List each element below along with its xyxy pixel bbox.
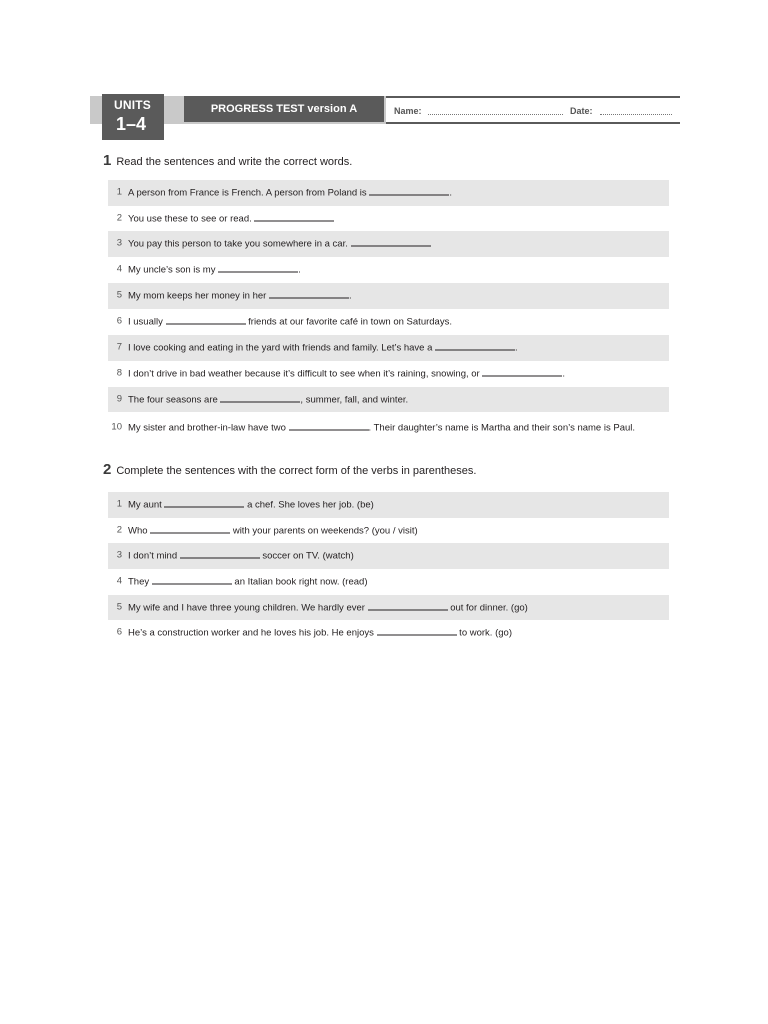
item-number: 4 — [116, 263, 122, 275]
item-sentence — [128, 237, 645, 252]
item-number: 7 — [116, 341, 122, 353]
answer-blank[interactable] — [289, 421, 369, 431]
name-date-box — [386, 96, 680, 124]
item-number: 2 — [116, 212, 122, 223]
exercise-item — [108, 257, 669, 283]
item-sentence — [128, 289, 645, 304]
exercise-item-content — [108, 523, 669, 538]
exercise-item — [108, 595, 669, 620]
section-2-title — [103, 461, 476, 478]
item-sentence — [128, 626, 645, 641]
item-number: 9 — [116, 393, 122, 404]
sentence-part: . Their daughter’s name is Martha and their son’s name is Paul. — [368, 422, 636, 434]
units-box — [102, 94, 164, 140]
date-field[interactable] — [600, 114, 672, 115]
sentence-part: . — [449, 187, 452, 199]
exercise-item-content — [108, 315, 669, 330]
sentence-part: I usually — [128, 316, 166, 328]
item-sentence — [128, 392, 645, 407]
sentence-part: . — [298, 264, 301, 276]
exercise-item-content — [108, 549, 669, 564]
item-sentence — [128, 186, 645, 201]
section-1-number: 1 — [103, 152, 112, 169]
sentence-part: You pay this person to take you somewhere in a car. — [128, 238, 351, 250]
exercise-item-content — [108, 341, 669, 356]
item-number: 10 — [111, 421, 122, 433]
sentence-part: to work. (go) — [456, 627, 512, 639]
sentence-part: You use these to see or read. — [128, 213, 255, 224]
sentence-part: a chef. She loves her job. (be) — [244, 499, 374, 511]
sentence-part: I love cooking and eating in the yard with friends and family. Let’s have a — [128, 342, 435, 354]
item-number: 5 — [116, 289, 122, 301]
sentence-part: an Italian book right now. (read) — [231, 576, 368, 588]
item-sentence — [128, 575, 645, 590]
item-number: 3 — [116, 237, 122, 249]
exercise-item-content — [108, 626, 669, 641]
item-sentence — [128, 523, 645, 538]
sentence-part: He’s a construction worker and he loves his job. He enjoys — [128, 627, 377, 639]
sentence-part: . — [515, 342, 518, 354]
exercise-item-content — [108, 392, 669, 407]
sentence-part: friends at our favorite café in town on Saturdays. — [245, 316, 452, 328]
exercise-item — [108, 309, 669, 335]
item-sentence — [128, 211, 645, 226]
item-sentence — [128, 549, 645, 564]
exercise-item-content — [108, 211, 669, 226]
exercise-item — [108, 206, 669, 231]
section-2-instruction: Complete the sentences with the correct form of the verbs in parentheses. — [116, 465, 477, 477]
answer-blank[interactable] — [351, 237, 431, 247]
answer-blank[interactable] — [435, 341, 515, 351]
name-label: Name: — [394, 106, 422, 116]
item-sentence — [128, 367, 645, 382]
exercise-item-content — [108, 421, 669, 436]
exercise-item — [108, 283, 669, 309]
sentence-part: . — [348, 290, 352, 302]
sentence-part: They — [128, 576, 152, 588]
exercise-item-content — [108, 575, 669, 590]
exercise-item-content — [108, 263, 669, 278]
sentence-part: My wife and I have three young children. We hardly ever — [128, 602, 368, 613]
section-2-number: 2 — [103, 461, 112, 478]
name-field[interactable] — [428, 114, 563, 115]
sentence-part: My sister and brother-in-law have two — [128, 422, 289, 434]
exercise-item-content — [108, 186, 669, 201]
exercise-item — [108, 361, 669, 387]
exercise-item — [108, 231, 669, 257]
answer-blank[interactable] — [369, 186, 449, 196]
item-number: 1 — [116, 498, 122, 510]
exercise-item — [108, 620, 669, 646]
exercise-item-content — [108, 367, 669, 382]
exercise-item — [108, 543, 669, 569]
sentence-part: with your parents on weekends? (you / visit) — [230, 525, 418, 536]
answer-blank[interactable] — [220, 392, 300, 402]
sentence-part: The four seasons are — [128, 394, 221, 405]
item-sentence — [128, 315, 645, 330]
item-number: 8 — [116, 367, 122, 379]
section-1-title — [103, 152, 352, 169]
units-label: UNITS — [114, 98, 151, 112]
answer-blank[interactable] — [269, 289, 349, 299]
exercise-item-content — [108, 498, 669, 513]
sentence-part: My aunt — [128, 499, 165, 511]
units-range: 1–4 — [116, 114, 147, 134]
sentence-part: My uncle’s son is my — [128, 264, 219, 276]
answer-blank[interactable] — [482, 367, 562, 377]
exercise-item — [108, 180, 669, 206]
test-title: PROGRESS TEST version A — [184, 96, 384, 122]
item-number: 2 — [116, 524, 122, 535]
item-sentence — [128, 498, 645, 513]
item-sentence — [128, 600, 645, 615]
item-number: 6 — [116, 315, 122, 327]
sentence-part: I don’t mind — [128, 550, 180, 562]
item-number: 1 — [116, 186, 122, 198]
exercise-item — [108, 412, 669, 444]
answer-blank[interactable] — [150, 523, 230, 533]
section-1-instruction: Read the sentences and write the correct words. — [116, 156, 353, 168]
sentence-part: I don’t drive in bad weather because it’s difficult to see when it’s raining, snowing, or — [128, 368, 483, 380]
answer-blank[interactable] — [254, 211, 334, 221]
test-header — [90, 94, 680, 140]
sentence-part: , summer, fall, and winter. — [300, 394, 409, 405]
answer-blank[interactable] — [164, 498, 244, 508]
answer-blank[interactable] — [377, 626, 457, 636]
item-number: 5 — [116, 601, 122, 612]
exercise-item — [108, 518, 669, 543]
exercise-item-content — [108, 237, 669, 252]
item-number: 6 — [116, 626, 122, 638]
sentence-part: out for dinner. (go) — [447, 602, 528, 613]
sentence-part: A person from France is French. A person from Poland is — [128, 187, 370, 199]
answer-blank[interactable] — [166, 315, 246, 325]
sentence-part: soccer on TV. (watch) — [259, 550, 354, 562]
sentence-part: My mom keeps her money in her — [128, 290, 269, 302]
exercise-item-content — [108, 289, 669, 304]
exercise-item — [108, 387, 669, 412]
item-number: 4 — [116, 575, 122, 587]
item-sentence — [128, 263, 645, 278]
answer-blank[interactable] — [218, 263, 298, 273]
answer-blank[interactable] — [368, 600, 448, 610]
item-sentence — [128, 341, 645, 356]
exercise-item — [108, 569, 669, 595]
answer-blank[interactable] — [152, 575, 232, 585]
sentence-part: . — [562, 368, 565, 380]
item-number: 3 — [116, 549, 122, 561]
exercise-item — [108, 492, 669, 518]
sentence-part: Who — [128, 525, 151, 536]
item-sentence — [128, 421, 645, 436]
exercise-item-content — [108, 600, 669, 615]
exercise-item — [108, 335, 669, 361]
date-label: Date: — [570, 106, 593, 116]
answer-blank[interactable] — [180, 549, 260, 559]
